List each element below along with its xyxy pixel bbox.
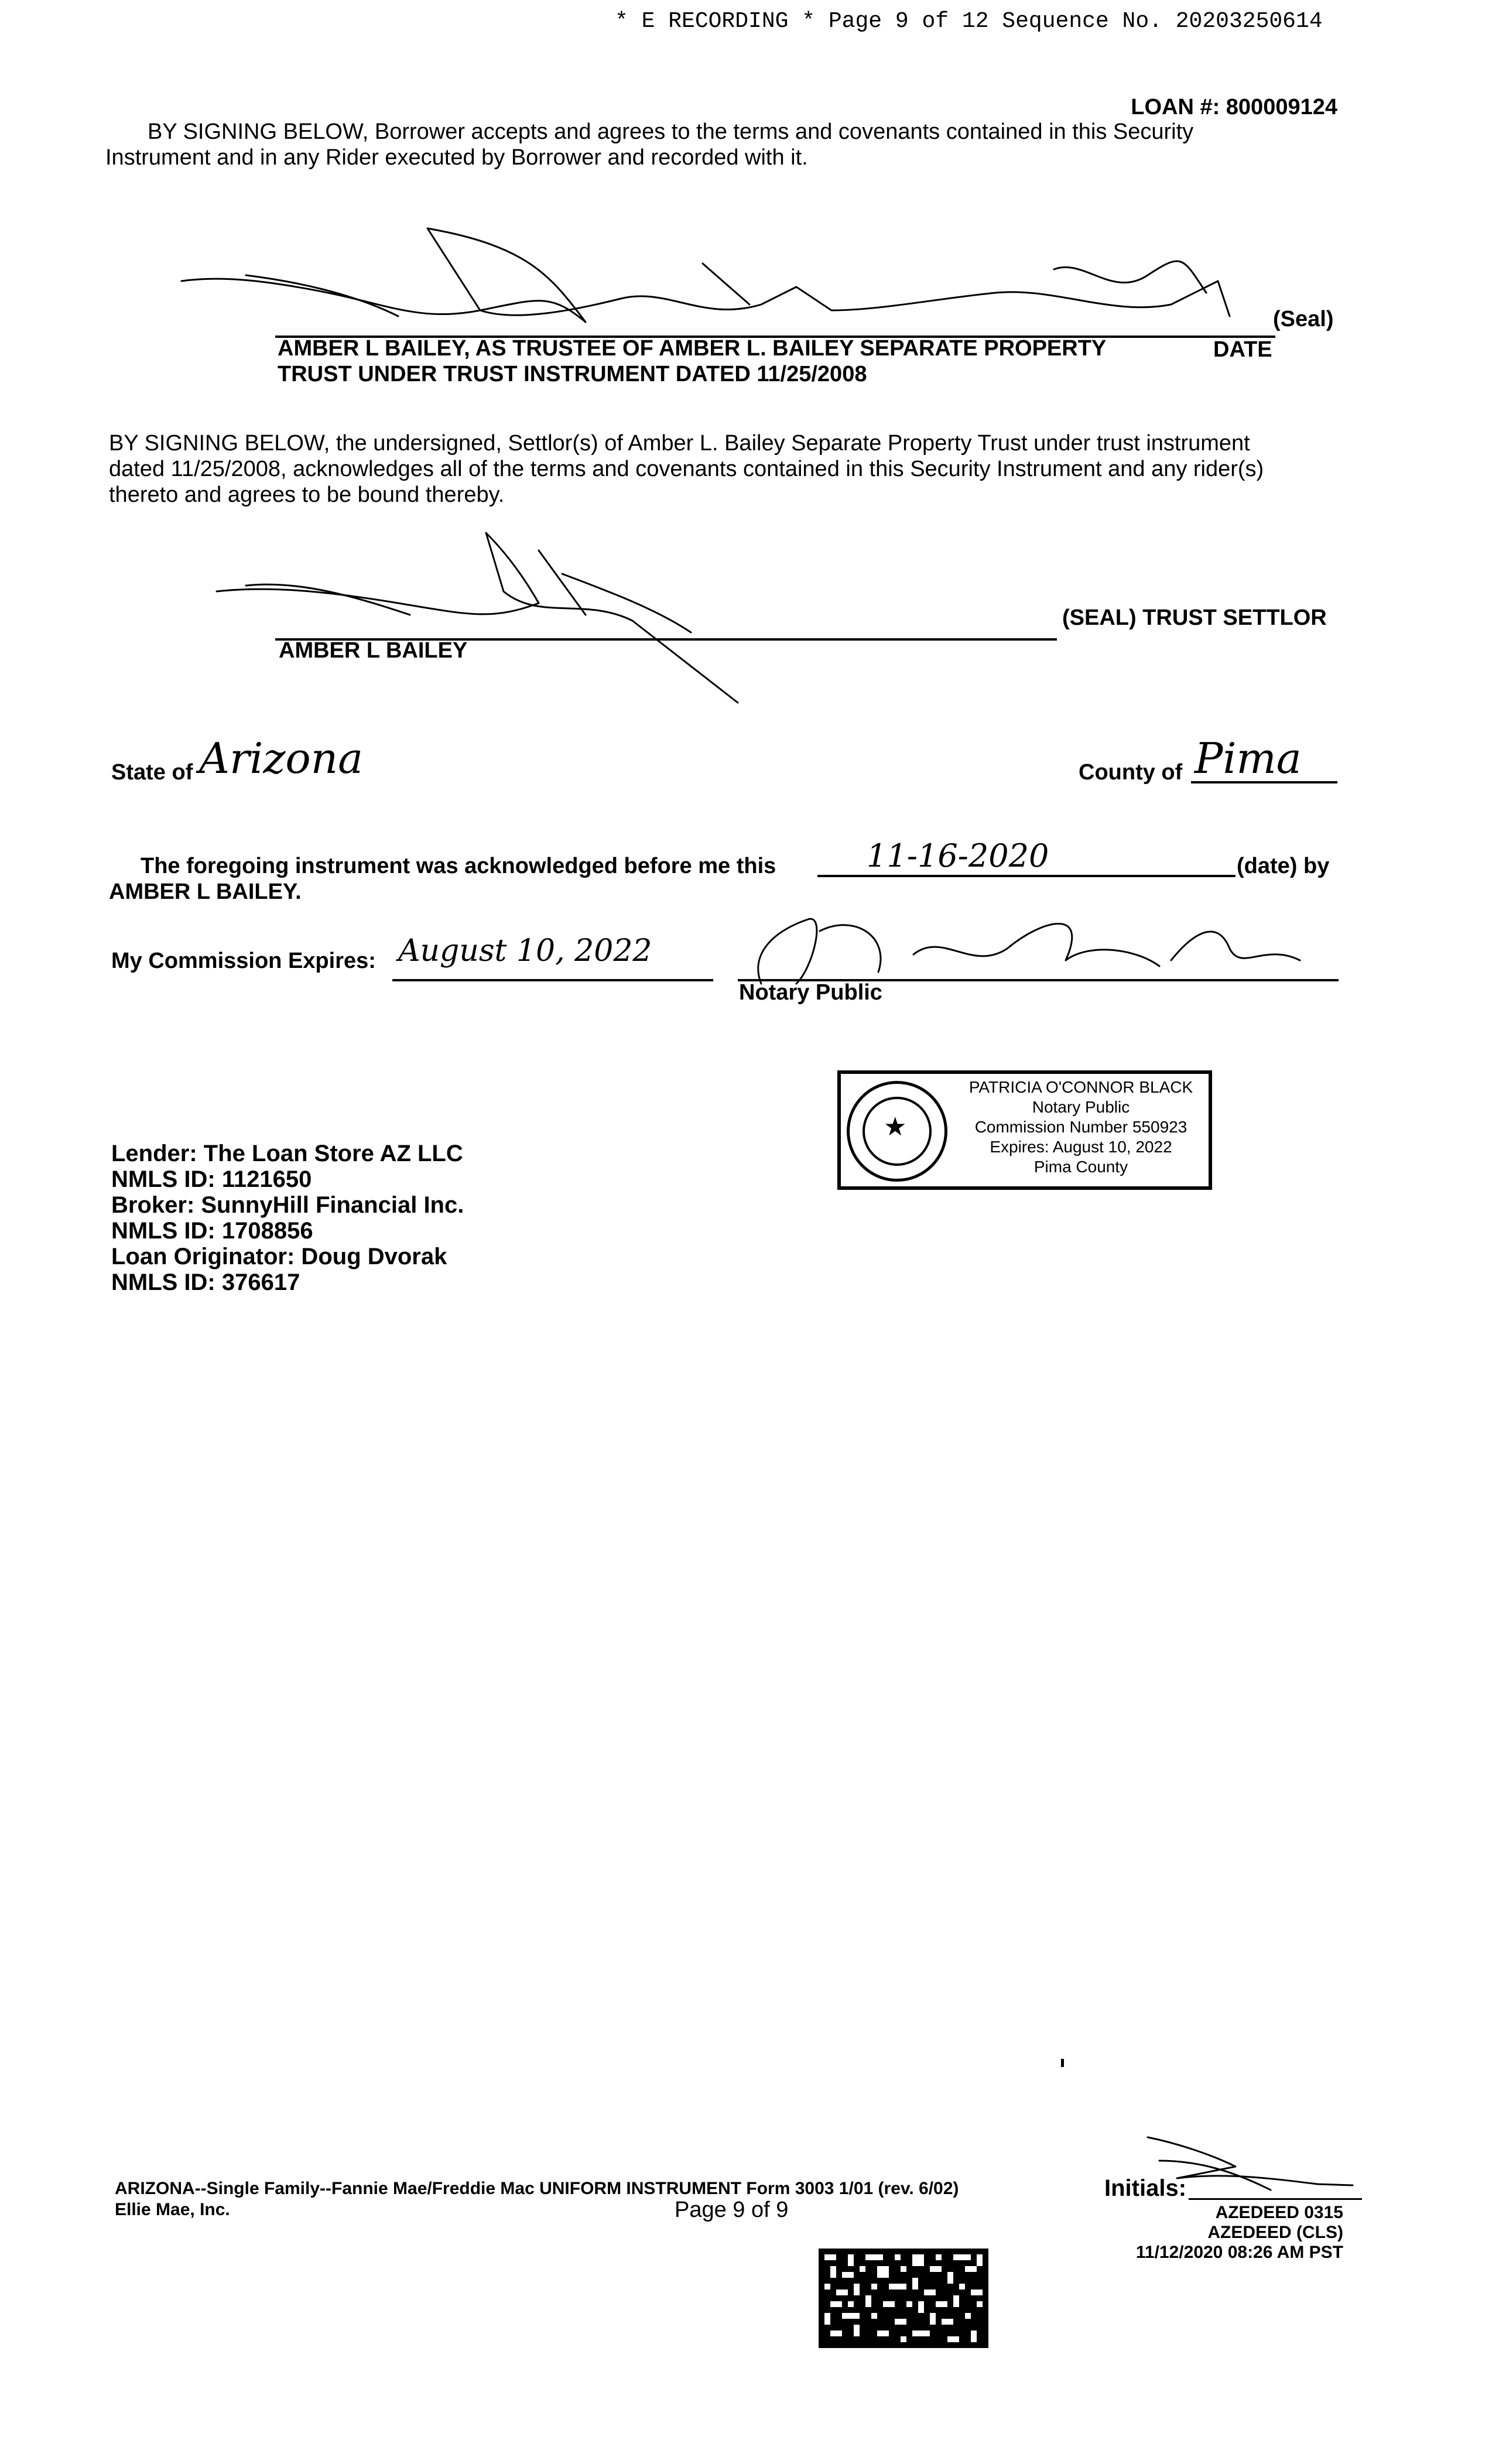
- county-value: Pima: [1195, 734, 1302, 783]
- settlor-seal-label: (SEAL) TRUST SETTLOR: [1062, 605, 1327, 630]
- broker-nmls-line: NMLS ID: 1708856: [111, 1218, 313, 1244]
- settlor-name: AMBER L BAILEY: [279, 638, 468, 663]
- initials-label: Initials:: [1104, 2175, 1187, 2201]
- loan-originator-line: Loan Originator: Doug Dvorak: [111, 1244, 447, 1269]
- notary-ack-text: The foregoing instrument was acknowledged before me this: [141, 854, 776, 878]
- settlor-signature-icon: [211, 527, 796, 714]
- state-value: Arizona: [199, 734, 364, 783]
- notary-public-label: Notary Public: [739, 980, 882, 1005]
- lender-nmls-line: NMLS ID: 1121650: [111, 1166, 312, 1192]
- stamp-county: Pima County: [1033, 1158, 1128, 1176]
- state-label: State of: [111, 760, 193, 785]
- loan-originator-nmls-line: NMLS ID: 376617: [111, 1269, 300, 1295]
- footer-timestamp: 11/12/2020 08:26 AM PST: [1135, 2243, 1343, 2262]
- commission-expires-label: My Commission Expires:: [111, 949, 376, 973]
- settlor-ack-line1: BY SIGNING BELOW, the undersigned, Settlor(s) of Amber L. Bailey Separate Property Trust under trust instrument: [109, 431, 1250, 456]
- notary-seal-star-icon: ★: [884, 1113, 907, 1141]
- loan-number: LOAN #: 800009124: [1131, 95, 1337, 119]
- commission-expires-value: August 10, 2022: [398, 933, 652, 969]
- notary-ack-date: 11-16-2020: [867, 837, 1049, 874]
- footer-company: Ellie Mae, Inc.: [115, 2200, 230, 2219]
- settlor-ack-line2: dated 11/25/2008, acknowledges all of the terms and covenants contained in this Security Instrument and any rider(s): [109, 457, 1264, 481]
- trustee-seal-label: (Seal): [1273, 307, 1334, 331]
- initials-line: [1189, 2198, 1362, 2200]
- commission-expires-line: [392, 979, 713, 981]
- county-label: County of: [1079, 760, 1183, 785]
- footer-form-line: ARIZONA--Single Family--Fannie Mae/Freddie Mac UNIFORM INSTRUMENT Form 3003 1/01 (rev. 6/02): [115, 2179, 959, 2198]
- trustee-date-label: DATE: [1213, 337, 1272, 362]
- settlor-ack-line3: thereto and agrees to be bound thereby.: [109, 482, 505, 507]
- lender-info-block: [111, 1141, 464, 1295]
- stamp-name: PATRICIA O'CONNOR BLACK: [968, 1078, 1193, 1096]
- footer-code1: AZEDEED 0315: [1215, 2203, 1343, 2222]
- stray-mark: [1061, 2059, 1064, 2067]
- notary-seal-icon: [847, 1081, 947, 1182]
- county-value-line: [1191, 781, 1337, 783]
- stamp-title: Notary Public: [1032, 1098, 1130, 1116]
- borrower-ack-line2: Instrument and in any Rider executed by Borrower and recorded with it.: [105, 145, 808, 170]
- borrower-ack-line1: BY SIGNING BELOW, Borrower accepts and agrees to the terms and covenants contained in this Security: [148, 119, 1194, 144]
- stamp-expires: Expires: August 10, 2022: [990, 1138, 1172, 1156]
- lender-line: Lender: The Loan Store AZ LLC: [111, 1141, 463, 1166]
- notary-ack-date-suffix: (date) by: [1237, 854, 1330, 878]
- trustee-name-line1: AMBER L BAILEY, AS TRUSTEE OF AMBER L. BAILEY SEPARATE PROPERTY: [278, 336, 1107, 361]
- stamp-commission: Commission Number 550923: [974, 1118, 1187, 1136]
- barcode-icon: [819, 2249, 988, 2348]
- initials-signature-icon: [1142, 2126, 1364, 2196]
- trustee-name-line2: TRUST UNDER TRUST INSTRUMENT DATED 11/25/2008: [278, 362, 867, 386]
- notary-stamp: [837, 1070, 1212, 1190]
- footer-code2: AZEDEED (CLS): [1207, 2223, 1343, 2242]
- notary-ack-date-line: [817, 875, 1236, 877]
- footer-page: Page 9 of 9: [675, 2198, 789, 2222]
- recording-header: * E RECORDING * Page 9 of 12 Sequence No. 20203250614: [615, 9, 1323, 34]
- notary-ack-name: AMBER L BAILEY.: [109, 879, 302, 904]
- broker-line: Broker: SunnyHill Financial Inc.: [111, 1192, 464, 1218]
